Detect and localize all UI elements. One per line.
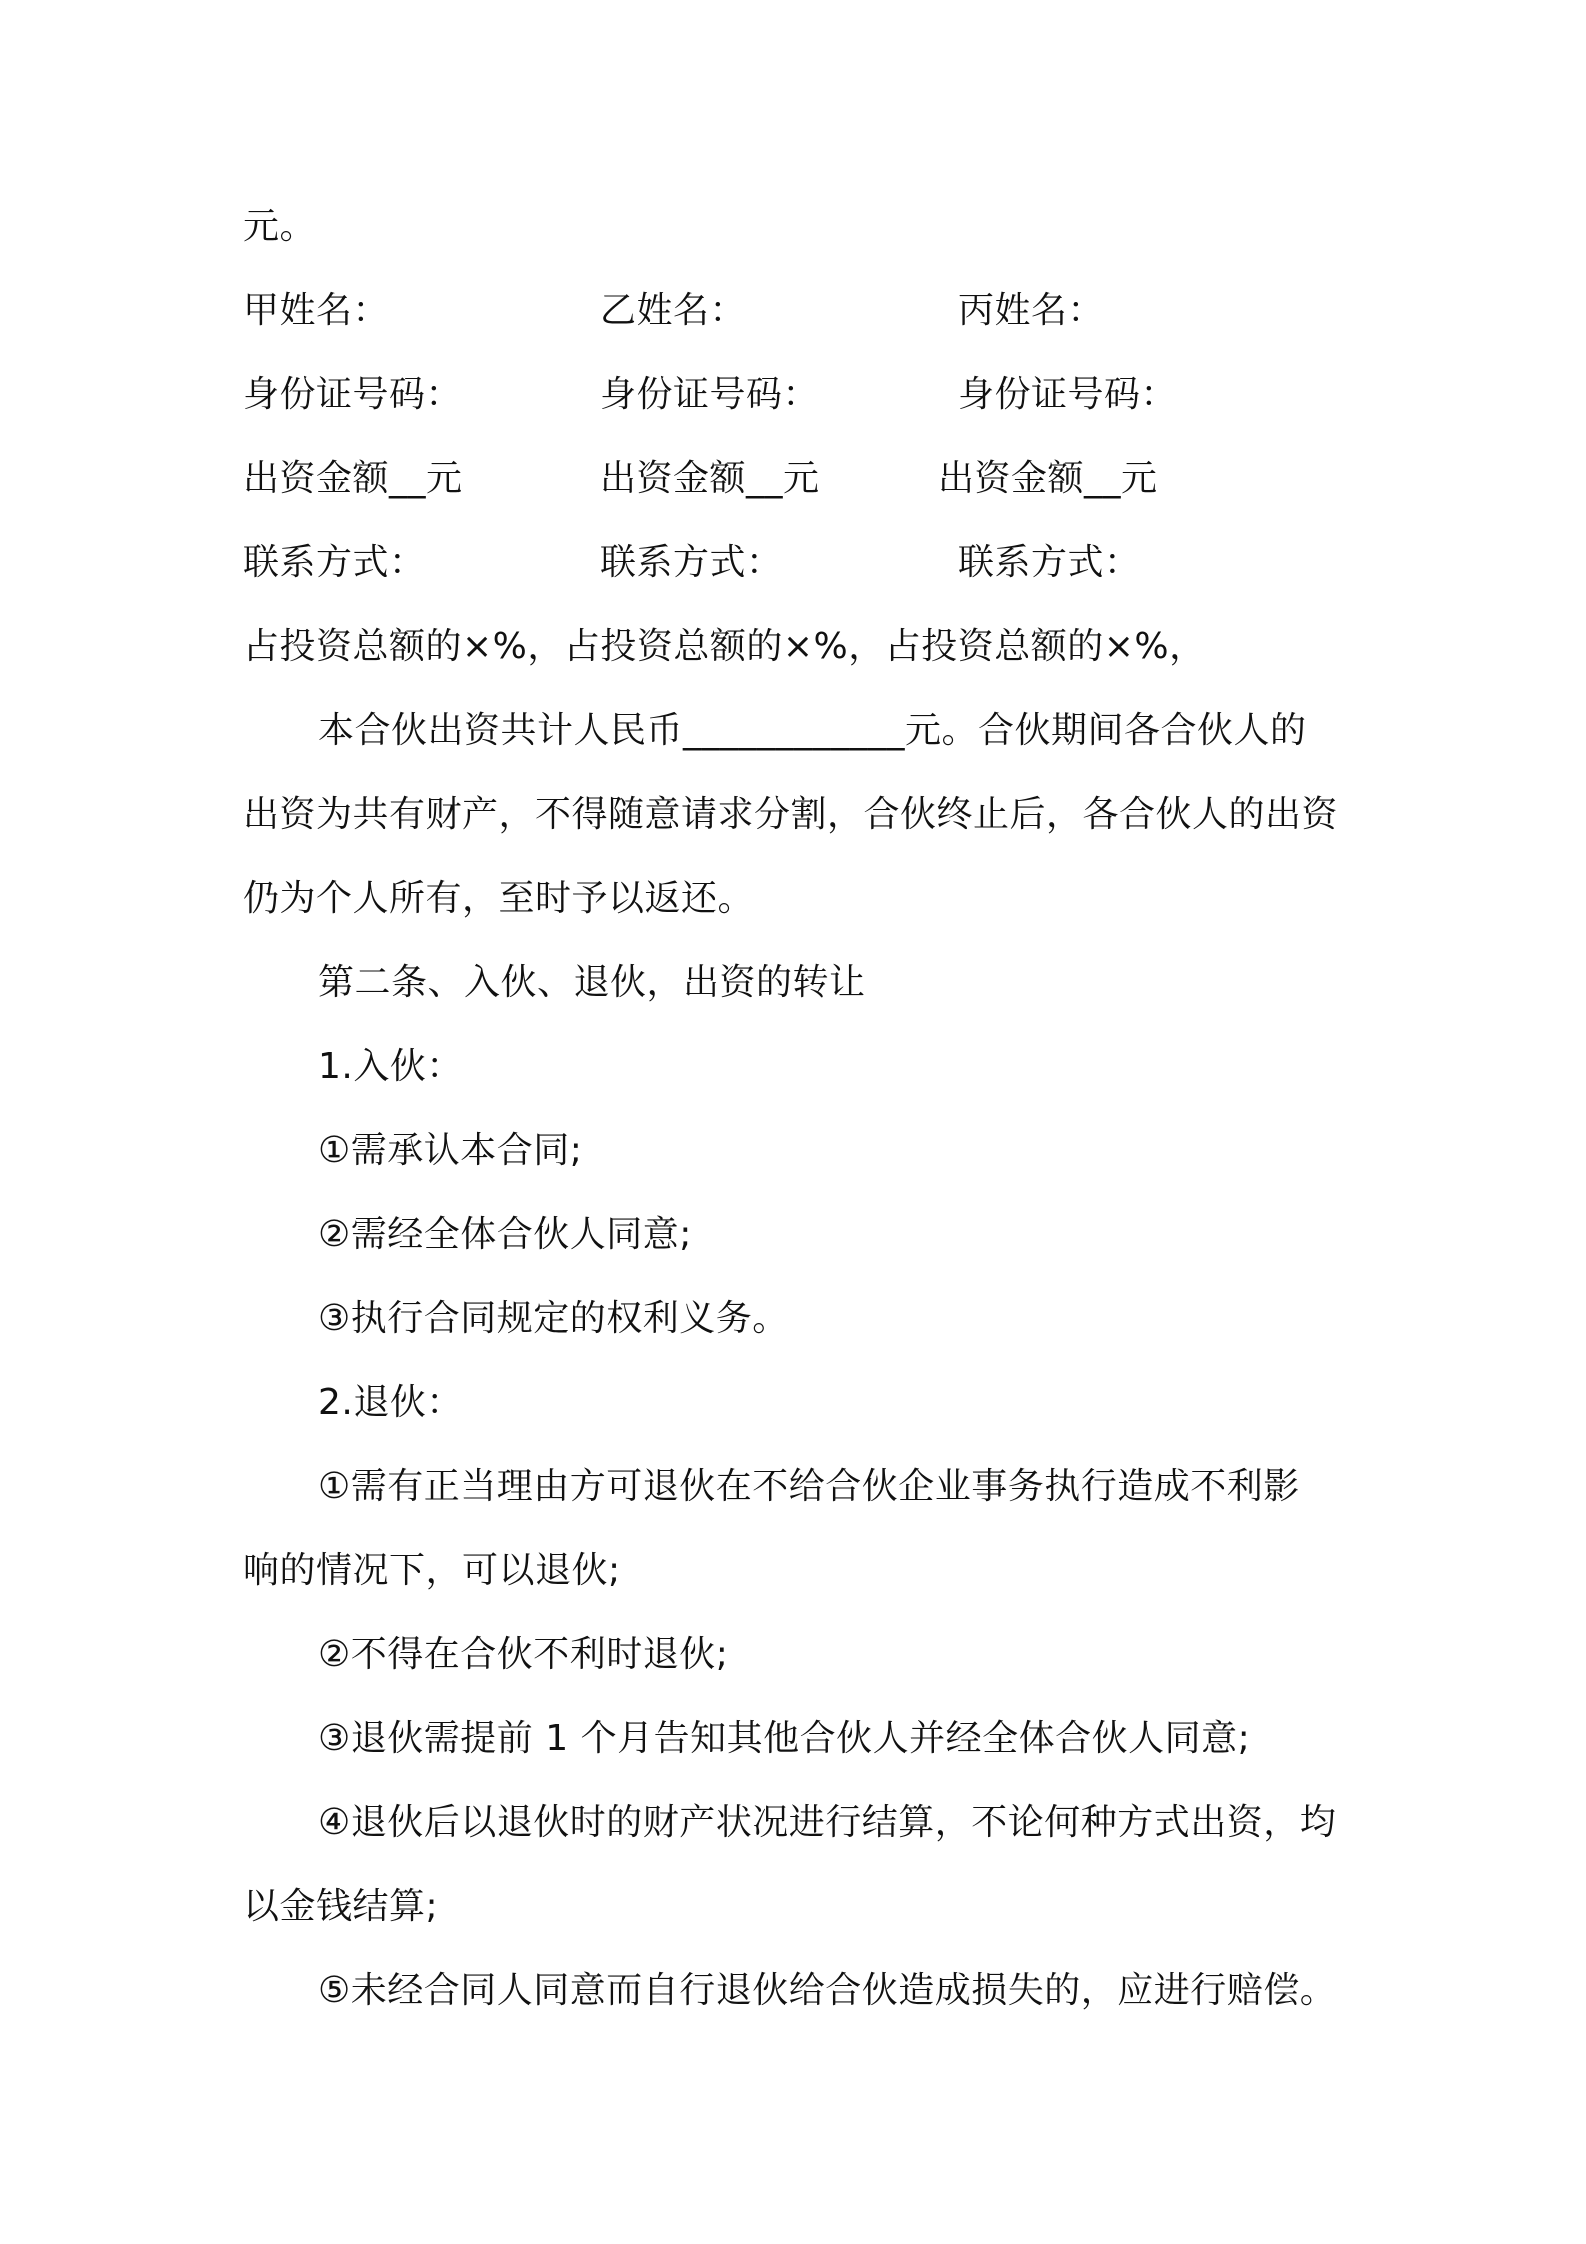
- party-b-contact: 联系方式：: [600, 542, 783, 583]
- withdraw-item-3: ③退伙需提前 1 个月告知其他合伙人并经全体合伙人同意;: [318, 1718, 1251, 1759]
- join-item: ③执行合同规定的权利义务。: [318, 1298, 789, 1339]
- party-a-id-label: 身份证号码：: [243, 374, 463, 415]
- capital-paragraph-line: 出资为共有财产，不得随意请求分割，合伙终止后，各合伙人的出资: [243, 794, 1339, 835]
- party-b-name-label: 乙姓名：: [600, 290, 747, 331]
- text-line: 元。: [243, 206, 317, 247]
- party-a-contact: 联系方式：: [243, 542, 426, 583]
- withdraw-item-2: ②不得在合伙不利时退伙;: [318, 1634, 729, 1675]
- party-a-capital: 出资金额__元: [243, 458, 463, 499]
- withdraw-item-5: ⑤未经合同人同意而自行退伙给合伙造成损失的，应进行赔偿。: [318, 1970, 1337, 2011]
- capital-paragraph-line: 本合伙出资共计人民币____________元。合伙期间各合伙人的: [318, 710, 1307, 751]
- party-c-name-label: 丙姓名：: [958, 290, 1105, 331]
- join-item: ①需承认本合同;: [318, 1130, 583, 1171]
- party-b-id-label: 身份证号码：: [600, 374, 820, 415]
- article-2-title: 第二条、入伙、退伙，出资的转让: [318, 962, 866, 1003]
- share-line: 占投资总额的×%，占投资总额的×%，占投资总额的×%，: [243, 626, 1206, 667]
- party-c-capital: 出资金额__元: [938, 458, 1158, 499]
- withdraw-item-4-line: ④退伙后以退伙时的财产状况进行结算，不论何种方式出资，均: [318, 1802, 1337, 1843]
- withdraw-item-1-line: ①需有正当理由方可退伙在不给合伙企业事务执行造成不利影: [318, 1466, 1300, 1507]
- party-c-contact: 联系方式：: [958, 542, 1141, 583]
- withdraw-item-1-line: 响的情况下，可以退伙;: [243, 1550, 621, 1591]
- party-a-name-label: 甲姓名：: [243, 290, 390, 331]
- capital-paragraph-line: 仍为个人所有，至时予以返还。: [243, 878, 755, 919]
- withdraw-title: 2.退伙：: [318, 1382, 463, 1423]
- join-title: 1.入伙：: [318, 1046, 463, 1087]
- join-item: ②需经全体合伙人同意;: [318, 1214, 692, 1255]
- withdraw-item-4-line: 以金钱结算;: [243, 1886, 439, 1927]
- party-b-capital: 出资金额__元: [600, 458, 820, 499]
- party-c-id-label: 身份证号码：: [958, 374, 1178, 415]
